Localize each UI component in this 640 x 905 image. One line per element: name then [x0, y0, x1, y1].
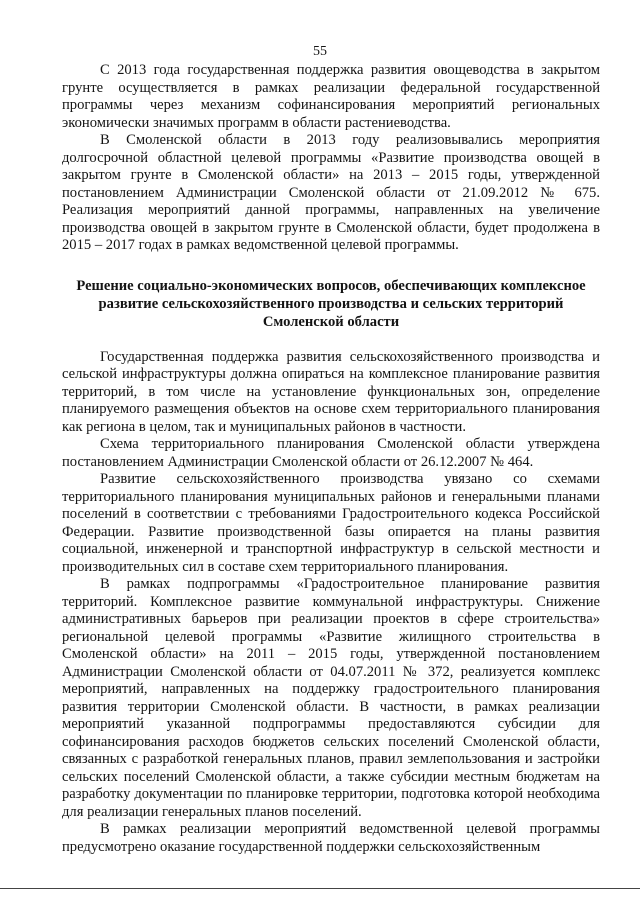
- section-heading: Решение социально-экономических вопросов, обеспечивающих комплексное развитие сельскохозяйственного производства и сельских территорий Смоленской области: [76, 277, 586, 330]
- paragraph-urban-planning-subprogram: В рамках подпрограммы «Градостроительное планирование развития территорий. Комплексное развитие коммунальной инфраструктуры. Снижение административных барьеров при реализации проектов в сфере строительства» региональной целевой программы «Развитие жилищного строительства в Смоленской области» на 2011 – 2015 годы, утвержденной постановлением Администрации Смоленской области от 04.07.2011 № 372, реализуется комплекс мероприятий, направленных на поддержку градостроительного планирования развития территории Смоленской области. В частности, в рамках реализации мероприятий указанной подпрограммы предоставляются субсидии для софинансирования расходов бюджетов сельских поселений Смоленской области, связанных с разработкой генеральных планов, правил землепользования и застройки сельских поселений Смоленской области, а также субсидии местным бюджетам на разработку документации по планировке территории, подготовка которой необходима для реализации генеральных планов поселений.: [62, 576, 600, 820]
- paragraph-smolensk-vegetable-program: В Смоленской области в 2013 году реализовывались мероприятия долгосрочной областной целевой программы «Развитие производства овощей в закрытом грунте в Смоленской области» на 2013 – 2015 годы, утвержденной постановлением Администрации Смоленской области от 21.09.2012 № 675. Реализация мероприятий данной программы, направленных на увеличение производства овощей в закрытом грунте в Смоленской области, будет продолжена в 2015 – 2017 годах в рамках ведомственной целевой программы.: [62, 132, 600, 253]
- paragraph-state-support-planning: Государственная поддержка развития сельскохозяйственного производства и сельской инфраструктуры должна опираться на комплексное планирование развития территорий, в том числе на установление функциональных зон, определение планируемого размещения объектов на основе схем территориального планирования как региона в целом, так и муниципальных районов в частности.: [62, 348, 600, 435]
- paragraph-departmental-program-support: В рамках реализации мероприятий ведомственной целевой программы предусмотрено оказание государственной поддержки сельскохозяйственным: [62, 821, 600, 855]
- paragraph-agricultural-development-link: Развитие сельскохозяйственного производства увязано со схемами территориального планирования муниципальных районов и генеральными планами поселений в соответствии с требованиями Градостроительного кодекса Российской Федерации. Развитие производственной базы опирается на планы развития социальной, инженерной и транспортной инфраструктур в сельской местности и производительных сил в составе схем территориального планирования.: [62, 471, 600, 575]
- document-body: [62, 62, 600, 856]
- paragraph-territorial-planning-scheme: Схема территориального планирования Смоленской области утверждена постановлением Администрации Смоленской области от 26.12.2007 № 464.: [62, 436, 600, 470]
- paragraph-vegetable-support-2013: С 2013 года государственная поддержка развития овощеводства в закрытом грунте осуществляется в рамках реализации федеральной государственной программы через механизм софинансирования мероприятий региональных экономически значимых программ в области растениеводства.: [62, 62, 600, 131]
- page-bottom-rule: [0, 888, 640, 889]
- page-number: 55: [313, 44, 327, 59]
